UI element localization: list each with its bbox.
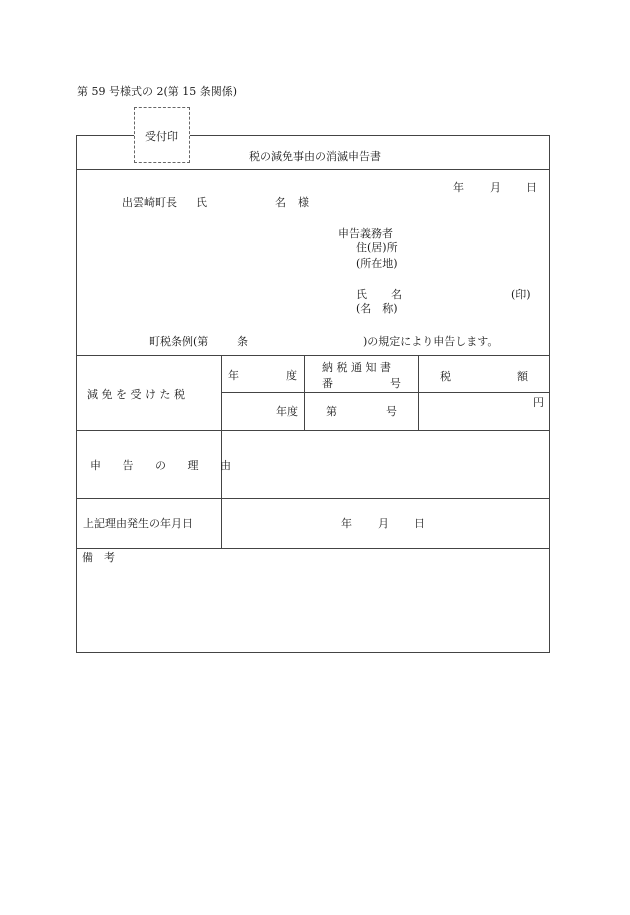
applicant-heading: 申告義務者 xyxy=(338,227,393,240)
applicant-address-label: 住(居)所 xyxy=(356,241,398,254)
occurrence-month: 月 xyxy=(378,517,389,530)
divider xyxy=(76,169,550,170)
date-year: 年 xyxy=(453,181,464,194)
divider xyxy=(221,355,222,548)
entry-number-prefix: 第 xyxy=(326,405,337,418)
divider xyxy=(221,392,550,393)
divider xyxy=(304,355,305,430)
divider xyxy=(418,355,419,430)
applicant-address-alt-label: (所在地) xyxy=(356,257,398,270)
applicant-name-shi: 氏 xyxy=(356,288,367,301)
addressee-prefix: 出雲崎町長 xyxy=(122,196,177,209)
header-notice-line2-left: 番 xyxy=(322,377,333,390)
remarks-label: 備 考 xyxy=(82,551,115,564)
reason-label: 申 告 の 理 由 xyxy=(90,459,240,472)
header-year-left: 年 xyxy=(228,369,239,382)
header-notice-line1: 納 税 通 知 書 xyxy=(322,361,391,374)
divider xyxy=(76,548,550,549)
entry-number-suffix: 号 xyxy=(386,405,397,418)
applicant-name-alt-label: (名 称) xyxy=(356,302,398,315)
entry-year-suffix: 年度 xyxy=(276,405,298,418)
form-title: 税の減免事由の消滅申告書 xyxy=(249,150,381,163)
tax-row-label: 減 免 を 受 け た 税 xyxy=(87,388,185,401)
reception-stamp-label: 受付印 xyxy=(145,130,178,143)
occurrence-label: 上記理由発生の年月日 xyxy=(83,517,193,530)
entry-amount-unit: 円 xyxy=(533,396,544,409)
divider xyxy=(76,355,550,356)
header-notice-line2-right: 号 xyxy=(390,377,401,390)
occurrence-year: 年 xyxy=(341,517,352,530)
statement-prefix: 町税条例(第 xyxy=(149,335,209,348)
statement-article: 条 xyxy=(237,335,248,348)
date-day: 日 xyxy=(526,181,537,194)
divider xyxy=(76,430,550,431)
statement-suffix: )の規定により申告します。 xyxy=(363,335,499,348)
date-month: 月 xyxy=(490,181,501,194)
occurrence-day: 日 xyxy=(414,517,425,530)
addressee-shi: 氏 xyxy=(196,196,207,209)
header-amount-left: 税 xyxy=(440,370,451,383)
header-year-right: 度 xyxy=(286,369,297,382)
header-amount-right: 額 xyxy=(517,370,528,383)
form-number: 第 59 号様式の 2(第 15 条関係) xyxy=(77,85,238,98)
applicant-seal-mark: (印) xyxy=(511,288,531,301)
applicant-name-mei: 名 xyxy=(391,288,402,301)
addressee-mei: 名 xyxy=(275,196,286,209)
divider xyxy=(76,498,550,499)
addressee-sama: 様 xyxy=(298,196,309,209)
